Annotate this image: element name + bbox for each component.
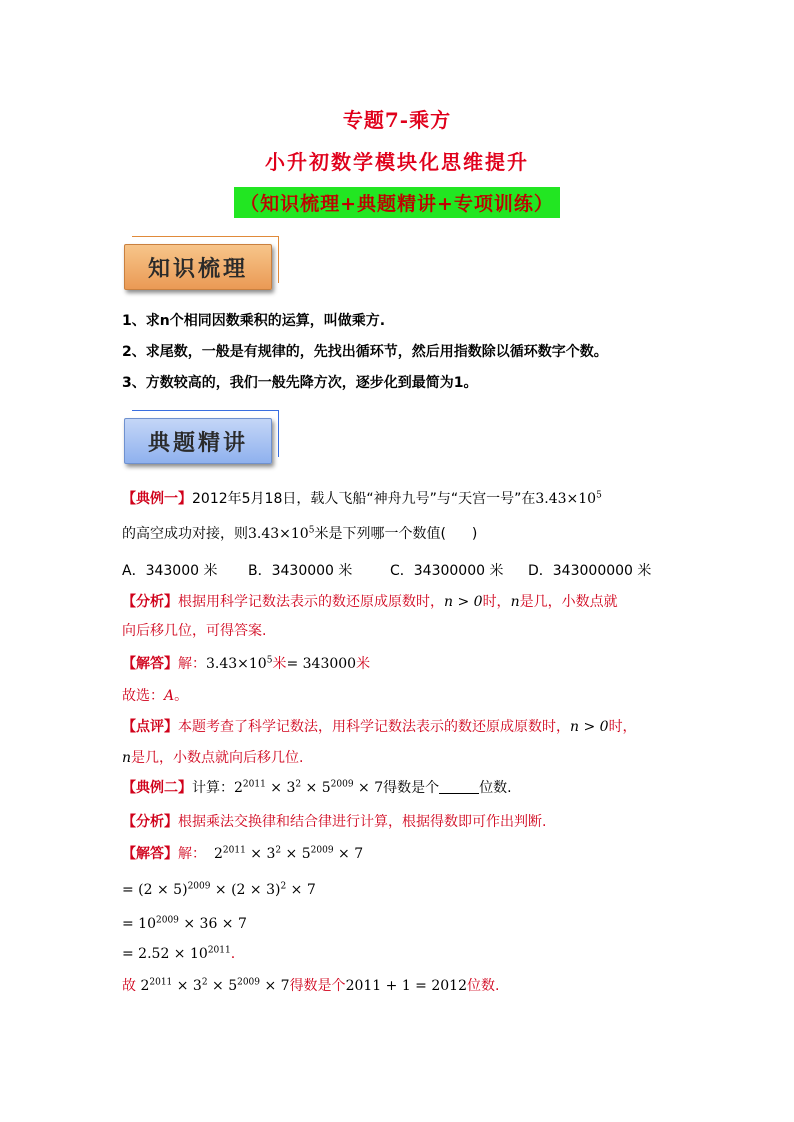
example2-step3: = $2.52 \times 10^{2011}$. [122,945,236,962]
highlight-banner: （知识梳理+典题精讲+专项训练） [234,187,560,218]
knowledge-point-1: 1、求n个相同因数乘积的运算，叫做乘方. [122,313,386,329]
section-knowledge-label: 知识梳理 [124,244,272,290]
example2-conclusion: 故 $2^{2011} \times 3^2 \times 5^{2009} \times 7$得数是个2011 + 1 = 2012位数. [122,977,500,994]
example1-question-line2: 的高空成功对接，则$3.43\times 10^5$米是下列哪一个数值( ) [122,525,478,542]
example1-solution: 【解答】解：$3.43\times 10^5$米= 343000米 [122,655,371,672]
example1-analysis-line1: 【分析】根据用科学记数法表示的数还原成原数时，n > 0时，n是几，小数点就 [122,594,618,610]
knowledge-point-3: 3、方数较高的，我们一般先降方次，逐步化到最简为1。 [122,375,478,391]
example2-step2: = $10^{2009} \times 36 \times 7$ [122,915,247,932]
example1-label: 【典例一】 [122,491,192,507]
answer-blank [439,779,479,794]
option-d: D．343000000 米 [528,563,652,579]
section-examples [124,418,274,470]
banner-wrap [0,187,794,218]
example1-comment-line2: n是几，小数点就向后移几位. [122,750,304,766]
example1-analysis-line2: 向后移几位，可得答案. [122,623,267,639]
example1-question-line1: 【典例一】2012年5月18日，载人飞船“神舟九号”与“天宫一号”在$3.43\times 10^5$ [122,490,602,507]
knowledge-point-2: 2、求尾数，一般是有规律的，先找出循环节，然后用指数除以循环数字个数。 [122,344,608,360]
example2-step1: = $(2 \times 5)^{2009} \times (2 \times 3)^2 \times 7$ [122,881,316,898]
example2-solution: 【解答】解： $2^{2011} \times 3^2 \times 5^{2009} \times 7$ [122,845,364,862]
section-examples-label: 典题精讲 [124,418,272,464]
option-c: C．34300000 米 [390,563,504,579]
option-a: A．343000 米 [122,563,218,579]
example2-analysis: 【分析】根据乘法交换律和结合律进行计算，根据得数即可作出判断. [122,814,547,830]
option-b: B．3430000 米 [248,563,353,579]
example2-question: 【典例二】计算：$2^{2011} \times 3^2 \times 5^{2009} \times 7$得数是个 位数. [122,779,512,796]
example1-choose: 故选：A。 [122,688,189,704]
example1-options [122,561,651,581]
section-knowledge [124,244,274,296]
page-title: 专题7-乘方 [342,108,452,132]
example2-label: 【典例二】 [122,780,192,796]
example1-comment-line1: 【点评】本题考查了科学记数法，用科学记数法表示的数还原成原数时，n > 0时， [122,719,637,735]
page-subtitle: 小升初数学模块化思维提升 [265,150,529,174]
